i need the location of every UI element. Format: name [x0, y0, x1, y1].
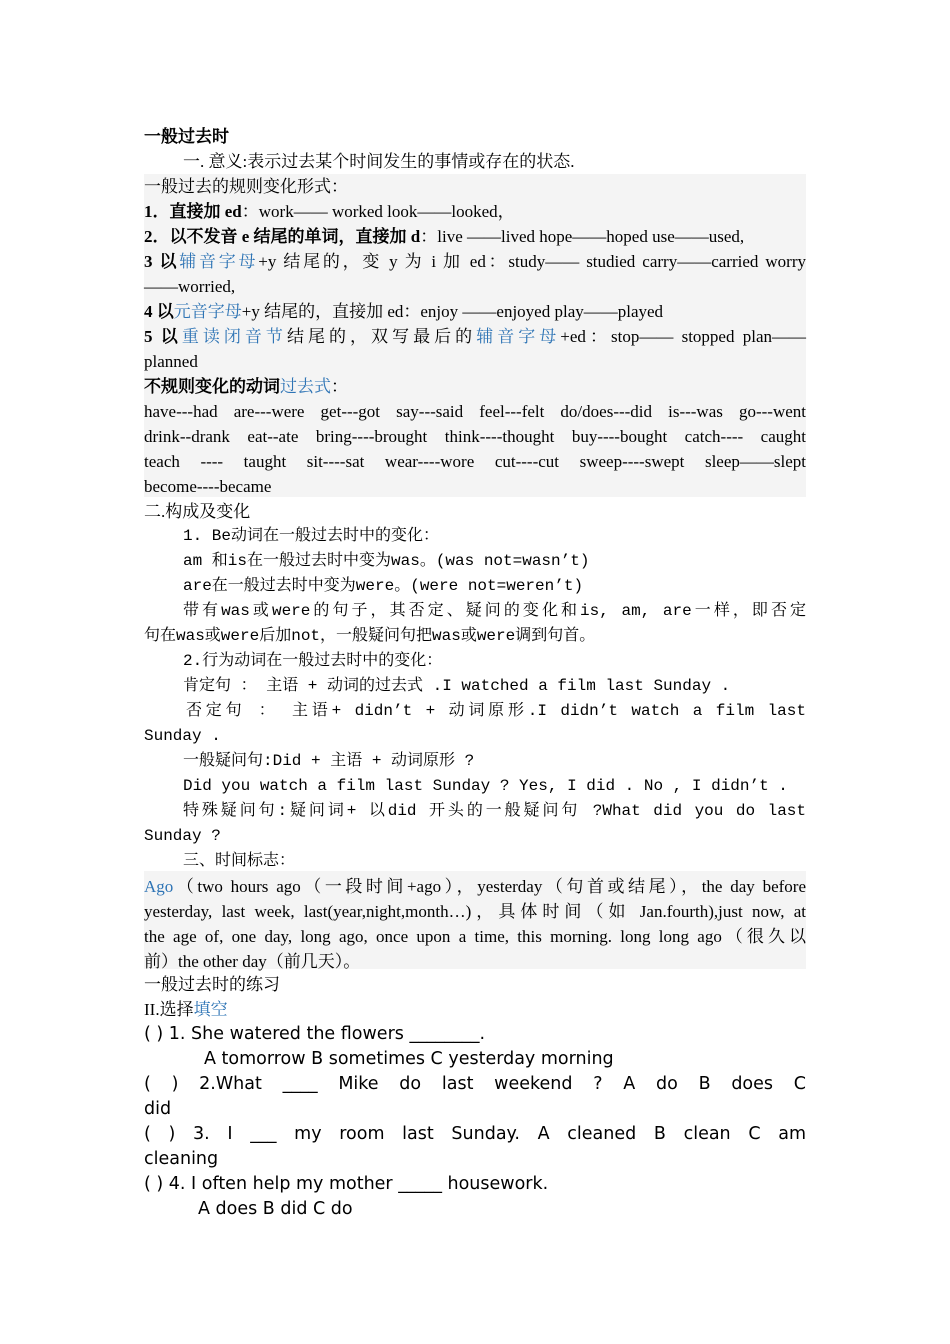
rule-5-cont: planned: [144, 352, 198, 371]
be-line-2: are在一般过去时中变为were。(were not=weren’t): [183, 577, 584, 595]
rule-2: 2．以不发音 e 结尾的单词，直接加 d：live ——lived hope——hoped use——used,: [144, 227, 745, 246]
link-past-tense[interactable]: 过去式: [280, 377, 331, 396]
link-consonant-2[interactable]: 辅音字母: [476, 327, 561, 346]
link-ago[interactable]: Ago: [144, 877, 174, 896]
be-line-1: am 和is在一般过去时中变为was。(was not=wasn’t): [183, 552, 590, 570]
negative-form-cont: Sunday .: [144, 727, 221, 745]
negative-form: 否定句 ： 主语+ didn’t + 动词原形.I didn’t watch a film last: [186, 702, 806, 720]
regular-heading: 一般过去的规则变化形式：: [144, 177, 348, 196]
rule-3-cont: ——worried,: [144, 277, 236, 296]
question-2: ( ) 2.What ____ Mike do last weekend ? A do B does C: [144, 1074, 806, 1094]
be-line-3b: 句在was或were后加not，一般疑问句把was或were调到句首。: [144, 627, 596, 645]
time-line-2: yesterday, last week, last(year,night,month…)，具体时间（如 Jan.fourth),just now, at: [144, 902, 806, 921]
special-question-cont: Sunday ?: [144, 827, 221, 845]
special-question-form: 特殊疑问句:疑问词+ 以did 开头的一般疑问句 ?What did you do last: [183, 802, 806, 820]
link-stressed-syllable[interactable]: 重读闭音节: [181, 327, 287, 346]
doc-title: 一般过去时: [144, 127, 229, 146]
link-consonant[interactable]: 辅音字母: [179, 252, 259, 271]
irregular-heading: 不规则变化的动词过去式：: [144, 377, 348, 396]
rule-3: 3 以辅音字母+y 结尾的，变 y 为 i 加 ed：study—— studied carry——carried worry: [144, 252, 806, 271]
irregular-line-2: drink--drank eat--ate bring----brought think----thought buy----bought catch---- caught: [144, 427, 806, 446]
irregular-line-3: teach ---- taught sit----sat wear----wore cut----cut sweep----swept sleep——slept: [144, 452, 806, 471]
time-heading: 三、时间标志：: [183, 852, 296, 870]
time-line-3: the age of, one day, long ago, once upon a time, this morning. long long ago（很久以: [144, 927, 806, 946]
link-vowel[interactable]: 元音字母: [173, 302, 242, 321]
irregular-line-1: have---had are---were get---got say---said feel---felt do/does---did is---was go---went: [144, 402, 806, 421]
time-line-1: Ago（two hours ago（一段时间+ago），yesterday（句首或结尾），the day before: [144, 877, 806, 896]
question-4: ( ) 4. I often help my mother _____ housework.: [144, 1174, 549, 1194]
question-form: 一般疑问句:Did + 主语 + 动词原形 ?: [183, 752, 475, 770]
time-line-4: 前）the other day（前几天）。: [144, 952, 361, 971]
structure-heading: 二.构成及变化: [144, 502, 251, 521]
rule-4: 4 以元音字母+y 结尾的，直接加 ed：enjoy ——enjoyed play——played: [144, 302, 664, 321]
be-title: 1. Be动词在一般过去时中的变化：: [183, 527, 440, 545]
positive-form: 肯定句 ： 主语 + 动词的过去式 .I watched a film last Sunday .: [183, 677, 731, 695]
rule-5: 5 以重读闭音节结尾的，双写最后的辅音字母+ed：stop—— stopped plan——: [144, 327, 807, 346]
question-3: ( ) 3. I ___ my room last Sunday. A cleaned B clean C am: [144, 1124, 806, 1144]
rule-1: 1．直接加 ed：work—— worked look——looked，: [144, 202, 515, 221]
question-example: Did you watch a film last Sunday ? Yes, I did . No , I didn’t .: [183, 777, 788, 795]
question-4-options: A does B did C do: [198, 1199, 353, 1219]
verb-title: 2.行为动词在一般过去时中的变化：: [183, 652, 443, 670]
question-2-cont: did: [144, 1099, 172, 1119]
question-1: ( ) 1. She watered the flowers ________.: [144, 1024, 486, 1044]
question-3-cont: cleaning: [144, 1149, 219, 1169]
section-heading: II.选择填空: [144, 1000, 228, 1019]
irregular-line-4: become----became: [144, 477, 272, 496]
practice-heading: 一般过去时的练习: [144, 975, 280, 994]
link-fill-blank[interactable]: 填空: [193, 1000, 228, 1019]
meaning-line: 一. 意义:表示过去某个时间发生的事情或存在的状态.: [183, 152, 575, 171]
question-1-options: A tomorrow B sometimes C yesterday morning: [204, 1049, 614, 1069]
be-line-3a: 带有was或were的句子，其否定、疑问的变化和is, am, are一样，即否定: [183, 602, 806, 620]
